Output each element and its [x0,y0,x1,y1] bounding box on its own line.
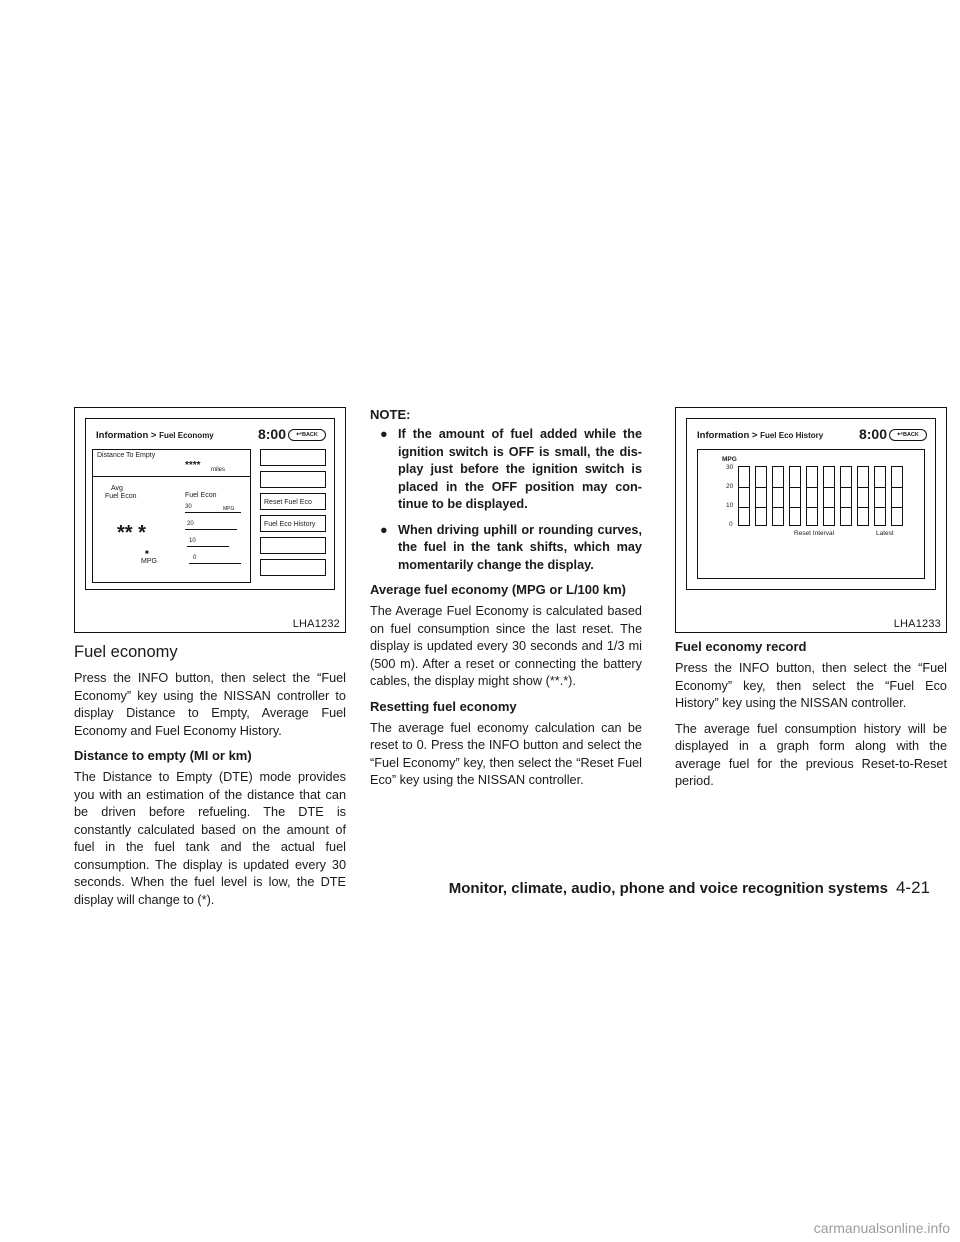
menu-button-5 [260,537,326,554]
breadcrumb: Information > [96,430,157,441]
screen-header [96,427,326,443]
screen-header [697,427,927,443]
breadcrumb-current: Fuel Eco History [760,431,824,440]
paragraph: The Average Fuel Economy is calculated based on fuel consumption since the last reset. The display is updated every 30 seconds and 1/3 mi (500 m). After a reset or connecting the battery cables, the display might show (**.*). [370,604,642,688]
fe-tick-30: 30 [185,504,192,510]
breadcrumb-current: Fuel Economy [159,431,214,440]
watermark: carmanualsonline.info [813,1220,950,1236]
y-tick-0: 0 [729,521,733,528]
avg-label-2: Fuel Econ [105,493,137,500]
breadcrumb: Information > [697,430,758,441]
fe-tick-10: 10 [189,538,196,544]
footer-title: Monitor, climate, audio, phone and voice recognition systems [448,880,888,897]
column-3 [675,407,947,799]
back-button: ↩BACK [889,429,927,441]
history-bar [823,466,835,526]
column-1 [74,407,346,917]
paragraph: The average fuel economy calculation can be reset to 0. Press the INFO button and select the “Fuel Economy” key, then select the “Reset Fuel Eco” key using the NISSAN controller. [370,720,642,787]
fuel-economy-figure [74,407,346,633]
fe-line-20 [185,529,237,530]
paragraph: Press the INFO button, then select the “Fuel Economy” key using the NISSAN controller to display Distance to Empty, Average Fuel Economy and Fuel Economy History. [74,671,346,738]
page-number: 4-21 [895,878,930,897]
paragraph: The Distance to Empty (DTE) mode provides you with an estimation of the distance that can be driven before refueling. The DTE is constantly calculated based on the amount of fuel in the fuel tank and the actual fuel consumption. The display is updated every 30 seconds. When the fuel level is low, the DTE display will change to (*). [74,770,346,907]
clock: 8:00 [257,426,286,442]
page-footer [449,878,930,898]
note-title: NOTE: [370,407,411,422]
fe-unit: MPG [223,506,235,512]
y-tick-20: 20 [726,483,734,490]
history-bar [840,466,852,526]
fe-line-0 [189,563,241,564]
x-label-reset-interval: Reset Interval [794,530,835,537]
fe-line-10 [187,546,229,547]
fe-line-30 [185,512,241,513]
avg-dot: ■ [145,550,149,556]
dte-value: **** [185,460,201,471]
figure-code: LHA1232 [292,618,340,630]
history-bar [755,466,767,526]
menu-button-1 [260,449,326,466]
fuel-eco-history-figure [675,407,947,633]
note-item: ● When driving uphill or rounding curves, the fuel in the tank shifts, which may momentarily change the display. [380,522,642,572]
y-tick-10: 10 [726,502,734,509]
subheading: Resetting fuel economy [370,698,517,714]
bullet-icon: ● [380,427,388,441]
back-button: ↩BACK [288,429,326,441]
fuel-eco-history-button: Fuel Eco History [260,515,326,532]
reset-fuel-eco-button: Reset Fuel Eco [260,493,326,510]
history-bar [772,466,784,526]
clock: 8:00 [858,426,887,442]
bullet-icon: ● [380,522,388,537]
history-bar [806,466,818,526]
note-item: ● If the amount of fuel added while the ignition switch is OFF is small, the dis-play just before the ignition switch is placed in the OFF position may con-tinue to be displayed. [380,427,642,511]
menu-button-6 [260,559,326,576]
y-axis-label: MPG [722,456,737,463]
dte-label: Distance To Empty [97,452,156,459]
history-bar [789,466,801,526]
paragraph: The average fuel consumption history will be displayed in a graph form along with the average fuel for the previous Reset-to-Reset period. [675,721,947,788]
x-label-latest: Latest [876,530,894,537]
divider [93,476,250,477]
avg-label: Avg [111,485,123,492]
history-bar [738,466,750,526]
history-bar [874,466,886,526]
history-bar [857,466,869,526]
fe-tick-0: 0 [193,555,197,561]
fuel-eco-history-screen [686,418,936,590]
fe-tick-20: 20 [187,521,194,527]
section-heading: Fuel economy [74,643,178,661]
fuel-economy-screen [85,418,335,590]
paragraph: Press the INFO button, then select the “Fuel Economy” key, then select the “Fuel Eco History” key using the NISSAN controller. [675,661,947,710]
subheading: Average fuel economy (MPG or L/100 km) [370,582,626,597]
history-bar [891,466,903,526]
y-tick-30: 30 [726,464,734,471]
column-2 [370,407,642,798]
menu-button-2 [260,471,326,488]
main-panel [92,449,251,583]
history-graph [697,449,925,579]
avg-unit: MPG [141,558,157,565]
back-arrow-icon: ↩ [296,431,302,438]
subheading: Distance to empty (MI or km) [74,748,252,763]
subheading: Fuel economy record [675,639,807,654]
figure-code: LHA1233 [893,618,941,630]
dte-unit: miles [211,467,226,473]
avg-value: ** * [117,522,146,544]
back-arrow-icon: ↩ [897,431,903,438]
fe-label: Fuel Econ [185,492,217,499]
